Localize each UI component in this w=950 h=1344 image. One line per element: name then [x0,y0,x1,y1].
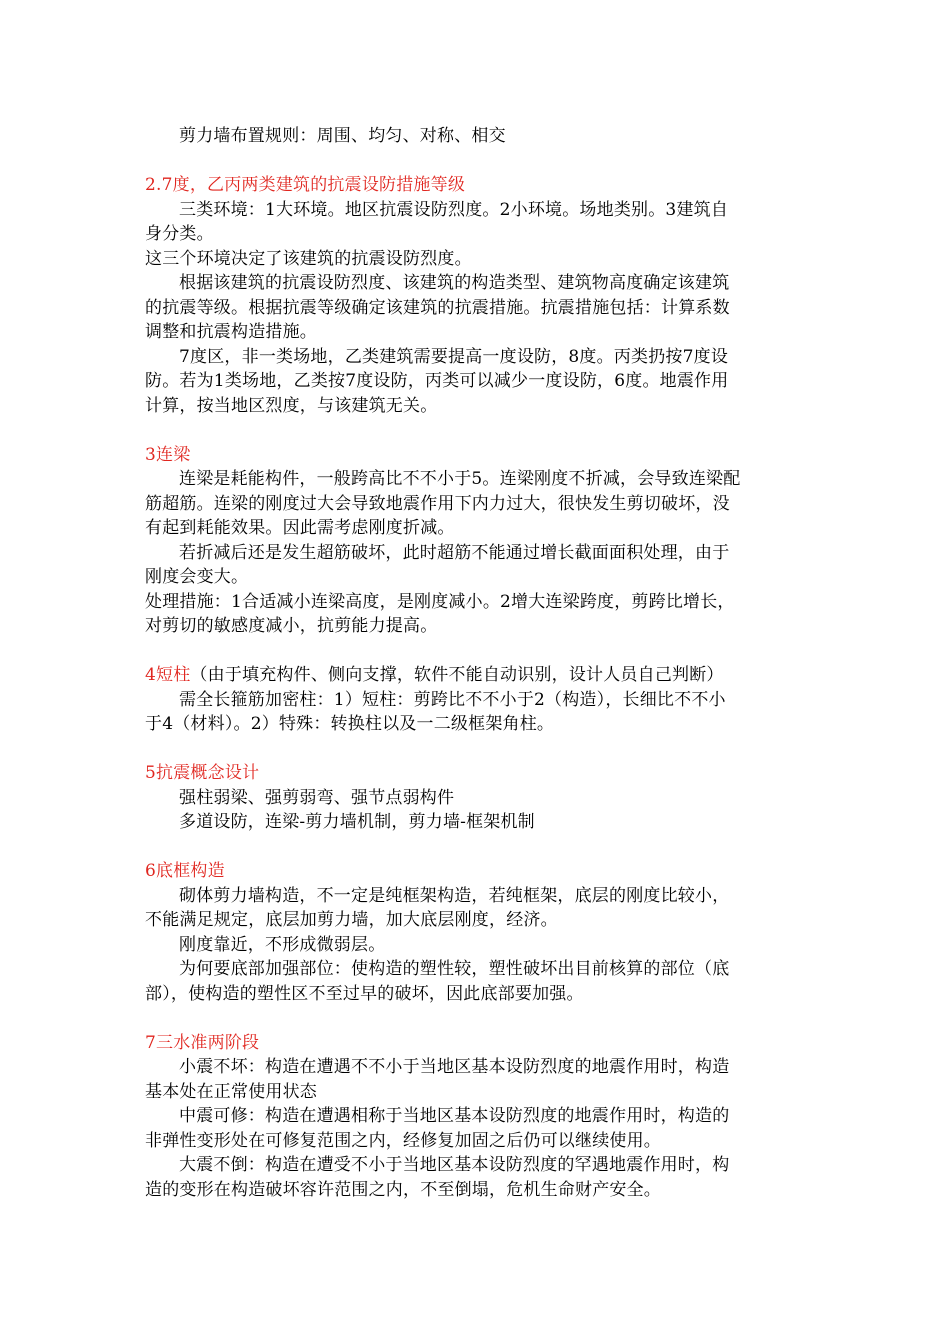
paragraph-line: 小震不坏：构造在遭遇不不小于当地区基本设防烈度的地震作用时，构造 [179,1057,730,1077]
paragraph-line: 身分类。 [145,224,214,244]
paragraph-line: 调整和抗震构造措施。 [145,322,317,342]
paragraph-line: 三类环境：1大环境。地区抗震设防烈度。2小环境。场地类别。3建筑自 [179,199,729,220]
section-heading-seismic-concept: 5抗震概念设计 [145,763,260,783]
spacer [145,835,810,860]
paragraph-line: 7度区，非一类场地，乙类建筑需要提高一度设防，8度。丙类扔按7度设 [179,346,729,367]
paragraph-line: 计算，按当地区烈度，与该建筑无关。 [145,395,438,416]
paragraph-line: 对剪切的敏感度减小，抗剪能力提高。 [145,616,438,636]
paragraph-line: 于4（材料）。2）特殊：转换柱以及一二级框架角柱。 [145,714,555,734]
paragraph-line: 造的变形在构造破坏容许范围之内，不至倒塌，危机生命财产安全。 [145,1179,661,1200]
paragraph-line: 不能满足规定，底层加剪力墙，加大底层刚度，经济。 [145,910,558,930]
paragraph-line: 中震可修：构造在遭遇相称于当地区基本设防烈度的地震作用时，构造的 [179,1106,730,1126]
paragraph-line: 大震不倒：构造在遭受不小于当地区基本设防烈度的罕遇地震作用时，构 [179,1155,730,1175]
paragraph-line: 部），使构造的塑性区不至过早的破坏，因此底部要加强。 [145,983,584,1004]
paragraph-line: 连梁是耗能构件，一般跨高比不不小于5。连梁刚度不折减，会导致连梁配 [179,469,741,489]
section-heading-note: （由于填充构件、侧向支撑，软件不能自动识别，设计人员自己判断） [190,665,724,685]
paragraph-line: 需全长箍筋加密柱：1）短柱：剪跨比不不小于2（构造），长细比不不小 [179,689,726,710]
section-heading-short-column [145,663,810,688]
paragraph-line: 基本处在正常使用状态 [145,1081,317,1102]
paragraph-line: 刚度会变大。 [145,567,249,587]
section-heading-bottom-frame: 6底框构造 [145,861,225,881]
paragraph-line: 非弹性变形处在可修复范围之内，经修复加固之后仍可以继续使用。 [145,1130,661,1151]
section-heading-three-levels: 7三水准两阶段 [145,1032,260,1053]
section-heading-seismic-grade: 2.7度，乙丙两类建筑的抗震设防措施等级 [145,175,466,195]
paragraph-line: 多道设防，连梁-剪力墙机制，剪力墙-框架机制 [179,812,535,832]
spacer [145,149,810,174]
paragraph-line: 这三个环境决定了该建筑的抗震设防烈度。 [145,248,472,269]
paragraph-line: 刚度靠近，不形成微弱层。 [179,934,386,955]
paragraph-line: 有起到耗能效果。因此需考虑刚度折减。 [145,518,455,538]
spacer [145,1006,810,1031]
paragraph-line: 的抗震等级。根据抗震等级确定该建筑的抗震措施。抗震措施包括：计算系数 [145,297,730,318]
spacer [145,737,810,762]
spacer [145,418,810,443]
paragraph-line: 筋超筋。连梁的刚度过大会导致地震作用下内力过大，很快发生剪切破坏，没 [145,493,730,514]
section-heading-text: 4短柱 [145,665,191,685]
paragraph-line: 为何要底部加强部位：使构造的塑性较，塑性破坏出目前核算的部位（底 [179,959,730,979]
paragraph-line: 防。若为1类场地，乙类按7度设防，丙类可以减少一度设防，6度。地震作用 [145,371,729,391]
intro-paragraph: 剪力墙布置规则：周围、均匀、对称、相交 [179,126,506,146]
paragraph-line: 若折减后还是发生超筋破坏，此时超筋不能通过增长截面面积处理，由于 [179,542,730,563]
document-page [145,124,810,1202]
paragraph-line: 根据该建筑的抗震设防烈度、该建筑的构造类型、建筑物高度确定该建筑 [179,273,730,293]
section-heading-coupling-beam: 3连梁 [145,444,191,465]
paragraph-line: 处理措施：1合适减小连梁高度，是刚度减小。2增大连梁跨度，剪跨比增长， [145,591,735,612]
paragraph-line: 砌体剪力墙构造，不一定是纯框架构造，若纯框架，底层的刚度比较小， [179,885,730,906]
paragraph-line: 强柱弱梁、强剪弱弯、强节点弱构件 [179,787,455,808]
spacer [145,639,810,664]
